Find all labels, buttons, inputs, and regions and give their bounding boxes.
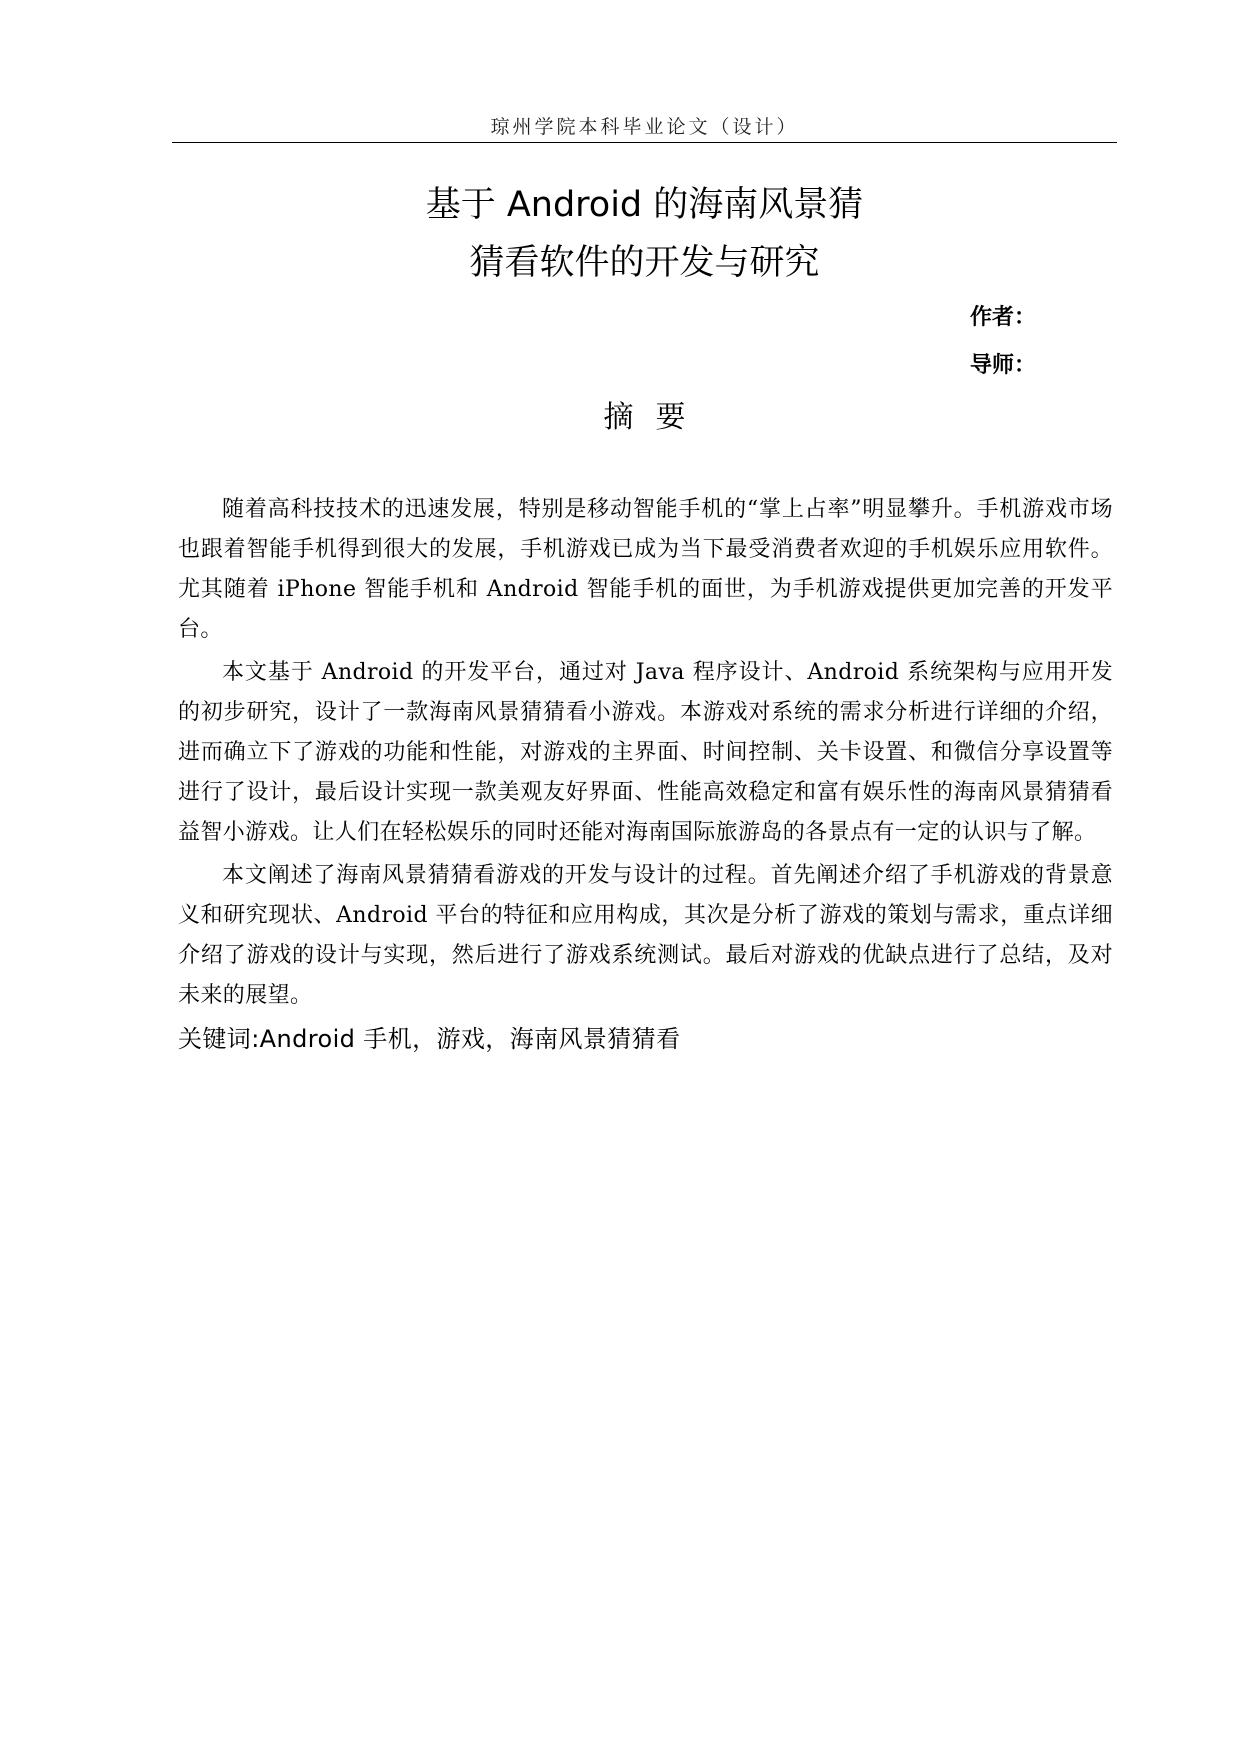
abstract-body (178, 490, 1113, 1059)
author-label: 作者： (969, 305, 1036, 330)
paper-title-line-1: 基于 Android 的海南风景猜 (425, 185, 864, 225)
abstract-heading: 摘要 (603, 400, 708, 435)
header-rule (172, 142, 1117, 143)
running-header: 琼州学院本科毕业论文（设计） (490, 116, 799, 138)
abstract-paragraph-2: 本文基于 Android 的开发平台，通过对 Java 程序设计、Android 系统架构与应用开发的初步研究，设计了一款海南风景猜猜看小游戏。本游戏对系统的需求分析进行详细的介绍，进而确立下了游戏的功能和性能，对游戏的主界面、时间控制、关卡设置、和微信分享设置等进行了设计，最后设计实现一款美观友好界面、性能高效稳定和富有娱乐性的海南风景猜猜看益智小游戏。让人们在轻松娱乐的同时还能对海南国际旅游岛的各景点有一定的认识与了解。 (178, 660, 1113, 845)
paper-title-line-2: 猜看软件的开发与研究 (469, 243, 820, 283)
abstract-paragraph-3: 本文阐述了海南风景猜猜看游戏的开发与设计的过程。首先阐述介绍了手机游戏的背景意义和研究现状、Android 平台的特征和应用构成，其次是分析了游戏的策划与需求，重点详细介绍了游戏的设计与实现，然后进行了游戏系统测试。最后对游戏的优缺点进行了总结，及对未来的展望。 (178, 863, 1113, 1008)
keywords-line: 关键词:Android 手机，游戏，海南风景猜猜看 (178, 1025, 681, 1053)
paper-title (172, 176, 1117, 292)
abstract-paragraph-1: 随着高科技技术的迅速发展，特别是移动智能手机的“掌上占率”明显攀升。手机游戏市场也跟着智能手机得到很大的发展，手机游戏已成为当下最受消费者欢迎的手机娱乐应用软件。尤其随着 iPhone 智能手机和 Android 智能手机的面世，为手机游戏提供更加完善的开发平台。 (178, 497, 1113, 642)
advisor-label: 导师： (969, 353, 1036, 378)
